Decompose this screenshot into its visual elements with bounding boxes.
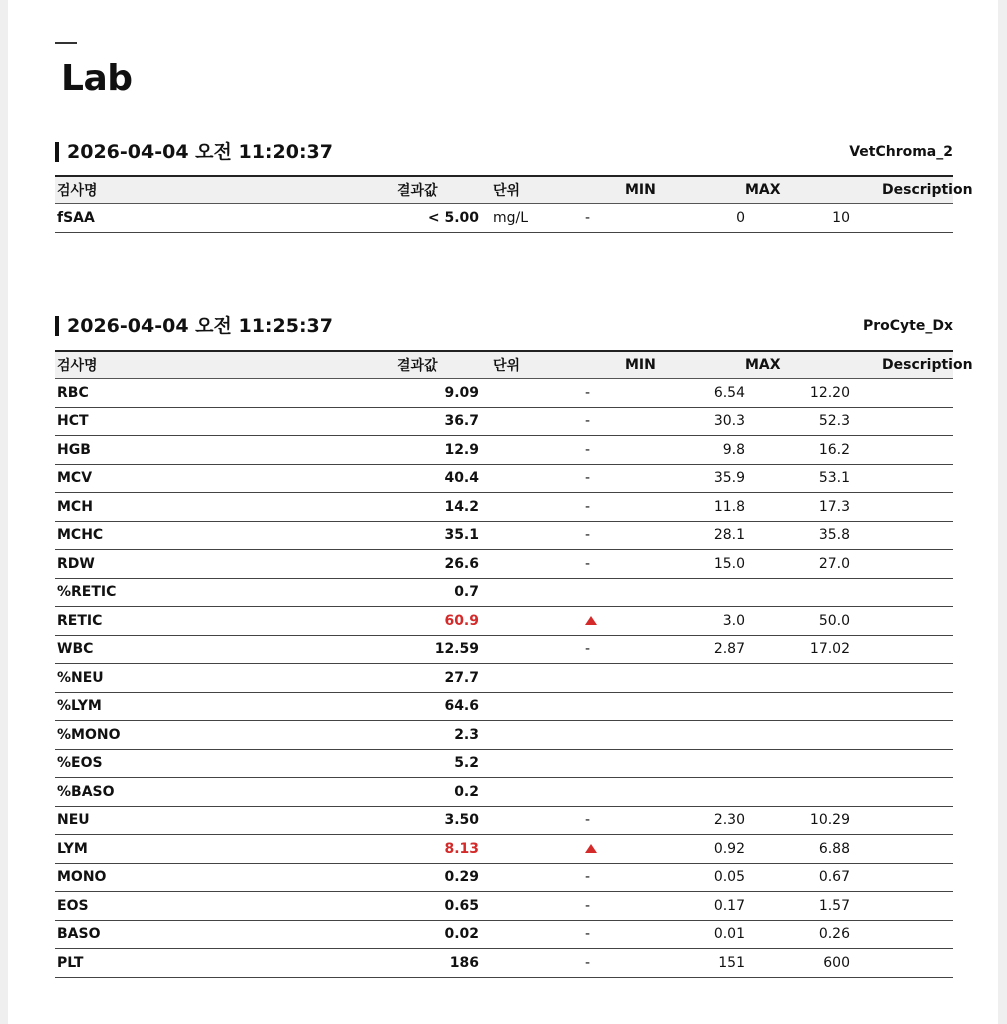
result-value-cell: 8.13 <box>397 835 479 864</box>
title-dash <box>55 42 77 44</box>
table-body <box>55 204 953 233</box>
max-cell: 27.0 <box>745 550 850 579</box>
test-name-cell: %NEU <box>55 664 397 693</box>
unit-cell <box>479 379 585 408</box>
col-header-name: 검사명 <box>55 351 397 379</box>
max-cell: 600 <box>745 949 850 978</box>
table-row <box>55 204 953 233</box>
description-cell <box>850 436 953 465</box>
min-cell: 0.05 <box>625 863 745 892</box>
flag-cell: - <box>585 863 625 892</box>
max-cell: 10.29 <box>745 806 850 835</box>
flag-cell: - <box>585 949 625 978</box>
description-cell <box>850 635 953 664</box>
col-header-min: MIN <box>625 351 745 379</box>
table-row <box>55 835 953 864</box>
flag-cell: - <box>585 920 625 949</box>
section-timestamp: 2026-04-04 오전 11:20:37 <box>67 141 333 163</box>
result-value-cell: 0.7 <box>397 578 479 607</box>
description-cell <box>850 664 953 693</box>
min-cell: 0.92 <box>625 835 745 864</box>
description-cell <box>850 493 953 522</box>
test-name-cell: fSAA <box>55 204 397 233</box>
lab-table-2 <box>55 350 973 978</box>
description-cell <box>850 521 953 550</box>
table-row <box>55 721 953 750</box>
result-value-cell: 35.1 <box>397 521 479 550</box>
section-device: VetChroma_2 <box>849 144 953 160</box>
flag-cell: - <box>585 550 625 579</box>
unit-cell <box>479 806 585 835</box>
test-name-cell: MCH <box>55 493 397 522</box>
min-cell <box>625 578 745 607</box>
test-name-cell: %MONO <box>55 721 397 750</box>
max-cell: 35.8 <box>745 521 850 550</box>
section-device: ProCyte_Dx <box>862 318 953 334</box>
table-row <box>55 749 953 778</box>
min-cell: 2.30 <box>625 806 745 835</box>
flag-cell: - <box>585 892 625 921</box>
test-name-cell: RBC <box>55 379 397 408</box>
flag-cell: - <box>585 436 625 465</box>
test-name-cell: RETIC <box>55 607 397 636</box>
min-cell: 0 <box>625 204 745 233</box>
max-cell: 12.20 <box>745 379 850 408</box>
unit-cell <box>479 578 585 607</box>
max-cell: 0.26 <box>745 920 850 949</box>
result-value-cell: 3.50 <box>397 806 479 835</box>
test-name-cell: LYM <box>55 835 397 864</box>
max-cell <box>745 721 850 750</box>
result-value-cell: 26.6 <box>397 550 479 579</box>
result-value-cell: 0.29 <box>397 863 479 892</box>
table-row <box>55 664 953 693</box>
flag-cell: - <box>585 521 625 550</box>
table-row <box>55 778 953 807</box>
unit-cell <box>479 892 585 921</box>
table-row <box>55 806 953 835</box>
description-cell <box>850 692 953 721</box>
page-title: Lab <box>61 58 133 99</box>
flag-cell <box>585 778 625 807</box>
result-value-cell: 40.4 <box>397 464 479 493</box>
table-body <box>55 379 953 978</box>
table-row <box>55 578 953 607</box>
flag-cell: - <box>585 635 625 664</box>
max-cell: 17.3 <box>745 493 850 522</box>
unit-cell <box>479 721 585 750</box>
description-cell <box>850 407 953 436</box>
min-cell: 151 <box>625 949 745 978</box>
table-row <box>55 379 953 408</box>
description-cell <box>850 863 953 892</box>
result-value-cell: 60.9 <box>397 607 479 636</box>
unit-cell: mg/L <box>479 204 585 233</box>
max-cell: 1.57 <box>745 892 850 921</box>
col-header-flag <box>585 351 625 379</box>
test-name-cell: NEU <box>55 806 397 835</box>
description-cell <box>850 550 953 579</box>
high-flag-triangle-icon <box>585 844 597 853</box>
test-name-cell: %LYM <box>55 692 397 721</box>
section-header-1 <box>55 138 953 166</box>
flag-cell: - <box>585 379 625 408</box>
min-cell <box>625 692 745 721</box>
table-row <box>55 920 953 949</box>
description-cell <box>850 920 953 949</box>
unit-cell <box>479 835 585 864</box>
description-cell <box>850 806 953 835</box>
description-cell <box>850 464 953 493</box>
result-value-cell: 2.3 <box>397 721 479 750</box>
test-name-cell: WBC <box>55 635 397 664</box>
max-cell <box>745 664 850 693</box>
table-row <box>55 892 953 921</box>
result-value-cell: 12.59 <box>397 635 479 664</box>
test-name-cell: HGB <box>55 436 397 465</box>
section-marker <box>55 142 59 162</box>
min-cell <box>625 721 745 750</box>
unit-cell <box>479 436 585 465</box>
result-value-cell: 0.02 <box>397 920 479 949</box>
col-header-unit: 단위 <box>479 351 585 379</box>
test-name-cell: %EOS <box>55 749 397 778</box>
min-cell: 2.87 <box>625 635 745 664</box>
flag-cell <box>585 835 625 864</box>
min-cell: 6.54 <box>625 379 745 408</box>
max-cell: 53.1 <box>745 464 850 493</box>
unit-cell <box>479 607 585 636</box>
table-row <box>55 949 953 978</box>
table-row <box>55 692 953 721</box>
flag-cell <box>585 578 625 607</box>
description-cell <box>850 749 953 778</box>
flag-cell <box>585 721 625 750</box>
test-name-cell: %BASO <box>55 778 397 807</box>
test-name-cell: MCV <box>55 464 397 493</box>
description-cell <box>850 778 953 807</box>
table-row <box>55 550 953 579</box>
report-page <box>8 0 998 1024</box>
col-header-unit: 단위 <box>479 176 585 204</box>
result-value-cell: 36.7 <box>397 407 479 436</box>
section-marker <box>55 316 59 336</box>
min-cell: 3.0 <box>625 607 745 636</box>
description-cell <box>850 949 953 978</box>
max-cell: 6.88 <box>745 835 850 864</box>
max-cell: 17.02 <box>745 635 850 664</box>
max-cell <box>745 749 850 778</box>
max-cell: 50.0 <box>745 607 850 636</box>
test-name-cell: MONO <box>55 863 397 892</box>
test-name-cell: EOS <box>55 892 397 921</box>
test-name-cell: %RETIC <box>55 578 397 607</box>
max-cell: 16.2 <box>745 436 850 465</box>
unit-cell <box>479 635 585 664</box>
description-cell <box>850 578 953 607</box>
table-row <box>55 407 953 436</box>
table-row <box>55 863 953 892</box>
unit-cell <box>479 493 585 522</box>
table-header-row <box>55 351 953 379</box>
min-cell <box>625 778 745 807</box>
max-cell <box>745 692 850 721</box>
min-cell: 30.3 <box>625 407 745 436</box>
test-name-cell: HCT <box>55 407 397 436</box>
result-value-cell: 0.65 <box>397 892 479 921</box>
table-row <box>55 635 953 664</box>
flag-cell <box>585 607 625 636</box>
col-header-value: 결과값 <box>397 176 479 204</box>
high-flag-triangle-icon <box>585 616 597 625</box>
result-value-cell: < 5.00 <box>397 204 479 233</box>
min-cell: 0.01 <box>625 920 745 949</box>
description-cell <box>850 835 953 864</box>
max-cell <box>745 778 850 807</box>
flag-cell: - <box>585 806 625 835</box>
result-value-cell: 0.2 <box>397 778 479 807</box>
description-cell <box>850 204 953 233</box>
test-name-cell: PLT <box>55 949 397 978</box>
col-header-max: MAX <box>745 351 850 379</box>
result-value-cell: 64.6 <box>397 692 479 721</box>
section-timestamp: 2026-04-04 오전 11:25:37 <box>67 315 333 337</box>
result-value-cell: 14.2 <box>397 493 479 522</box>
col-header-description: Description <box>850 351 953 379</box>
unit-cell <box>479 664 585 693</box>
table-row <box>55 436 953 465</box>
result-value-cell: 9.09 <box>397 379 479 408</box>
flag-cell <box>585 664 625 693</box>
col-header-description: Description <box>850 176 953 204</box>
unit-cell <box>479 407 585 436</box>
table-row <box>55 521 953 550</box>
test-name-cell: RDW <box>55 550 397 579</box>
col-header-flag <box>585 176 625 204</box>
min-cell: 0.17 <box>625 892 745 921</box>
table-header-row <box>55 176 953 204</box>
min-cell: 9.8 <box>625 436 745 465</box>
description-cell <box>850 892 953 921</box>
result-value-cell: 5.2 <box>397 749 479 778</box>
lab-table-1 <box>55 175 973 233</box>
flag-cell: - <box>585 407 625 436</box>
unit-cell <box>479 778 585 807</box>
description-cell <box>850 379 953 408</box>
flag-cell: - <box>585 204 625 233</box>
col-header-name: 검사명 <box>55 176 397 204</box>
unit-cell <box>479 949 585 978</box>
description-cell <box>850 607 953 636</box>
flag-cell <box>585 749 625 778</box>
flag-cell <box>585 692 625 721</box>
result-value-cell: 27.7 <box>397 664 479 693</box>
unit-cell <box>479 550 585 579</box>
unit-cell <box>479 863 585 892</box>
table-row <box>55 464 953 493</box>
min-cell: 35.9 <box>625 464 745 493</box>
unit-cell <box>479 920 585 949</box>
unit-cell <box>479 464 585 493</box>
min-cell: 28.1 <box>625 521 745 550</box>
table-row <box>55 607 953 636</box>
col-header-max: MAX <box>745 176 850 204</box>
col-header-value: 결과값 <box>397 351 479 379</box>
max-cell <box>745 578 850 607</box>
flag-cell: - <box>585 493 625 522</box>
col-header-min: MIN <box>625 176 745 204</box>
flag-cell: - <box>585 464 625 493</box>
max-cell: 52.3 <box>745 407 850 436</box>
min-cell <box>625 749 745 778</box>
result-value-cell: 186 <box>397 949 479 978</box>
test-name-cell: MCHC <box>55 521 397 550</box>
min-cell: 15.0 <box>625 550 745 579</box>
min-cell: 11.8 <box>625 493 745 522</box>
unit-cell <box>479 692 585 721</box>
test-name-cell: BASO <box>55 920 397 949</box>
result-value-cell: 12.9 <box>397 436 479 465</box>
section-header-2 <box>55 312 953 340</box>
table-row <box>55 493 953 522</box>
max-cell: 10 <box>745 204 850 233</box>
max-cell: 0.67 <box>745 863 850 892</box>
min-cell <box>625 664 745 693</box>
unit-cell <box>479 749 585 778</box>
description-cell <box>850 721 953 750</box>
unit-cell <box>479 521 585 550</box>
